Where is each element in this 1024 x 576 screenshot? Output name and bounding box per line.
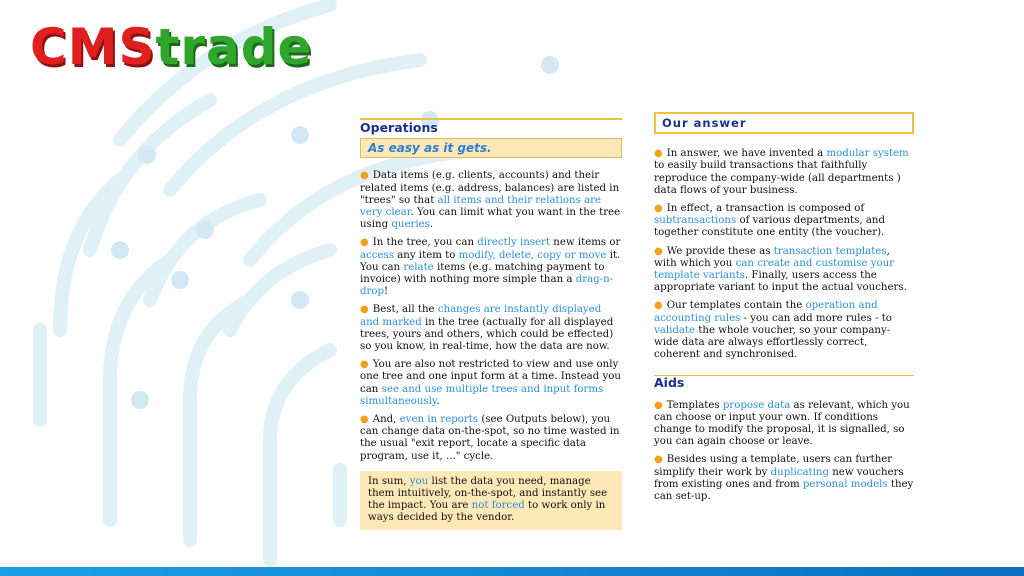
- cmstrade-logo: [30, 18, 313, 76]
- logo-trade-text: trade: [155, 18, 313, 76]
- text-run: !: [384, 286, 389, 298]
- bullet-icon: ●: [654, 300, 663, 312]
- text-run: any item to: [393, 249, 459, 261]
- bullet-icon: ●: [360, 237, 369, 249]
- text-run: And,: [372, 414, 400, 426]
- highlighted-phrase: even in reports: [399, 414, 479, 426]
- text-run: Templates: [666, 399, 723, 411]
- bullet-icon: ●: [654, 399, 663, 411]
- bullet-icon: ●: [360, 170, 369, 182]
- text-run: in the tree (actually for all displayed trees, yours and others, which could be effected) so you know, in real-time, how the data are now.: [360, 316, 614, 353]
- text-run: In sum,: [368, 475, 410, 487]
- text-run: . Finally, users access the appropriate variant to input the actual vouchers.: [654, 270, 907, 294]
- highlighted-phrase: changes are instantly displayed and marked: [360, 304, 602, 328]
- highlighted-phrase: modify, delete, copy or move: [458, 249, 607, 261]
- our-answer-title: Our answer: [654, 112, 914, 134]
- bullet-icon: ●: [654, 245, 663, 257]
- highlighted-phrase: operation and accounting rules: [654, 300, 878, 324]
- bullet-icon: ●: [360, 304, 369, 316]
- highlighted-phrase: directly insert: [477, 237, 551, 249]
- text-run: to easily build transactions that faithfully reproduce the company-wide (all departments ) data flows of your business.: [654, 160, 901, 196]
- operations-paragraphs: [360, 170, 622, 462]
- operations-tagline: As easy as it gets.: [360, 138, 622, 158]
- text-run: Our templates contain the: [666, 300, 806, 312]
- highlighted-phrase: transaction templates: [773, 245, 887, 257]
- highlighted-phrase: access: [360, 249, 394, 261]
- text-run: new items or: [550, 237, 621, 249]
- operations-title: Operations: [360, 120, 438, 135]
- text-run: list the data you need, manage them intuitively, on-the-spot, and instantly see the impact. You are: [368, 475, 608, 512]
- text-run: In answer, we have invented a: [666, 148, 827, 160]
- bullet-paragraph: [360, 237, 622, 298]
- highlighted-phrase: duplicating: [770, 466, 829, 478]
- text-run: - you can add more rules - to: [740, 312, 892, 324]
- text-run: Data items (e.g. clients, accounts) and their related items (e.g. address, balances) are listed in "trees" so that: [360, 170, 620, 206]
- highlighted-phrase: personal models: [802, 478, 888, 490]
- text-run: to work only in ways decided by the vendor.: [368, 500, 606, 524]
- operations-column: [360, 118, 622, 530]
- aids-rule: [654, 375, 914, 376]
- text-run: (see Outputs below), you can change data on-the-spot, so no time wasted in the usual "exit report, locate a specific data program, use it, ..." cycle.: [360, 414, 620, 462]
- bullet-paragraph: [654, 148, 914, 197]
- text-run: You are also not restricted to view and use only one tree and one input form at a time. Instead you can: [360, 359, 621, 395]
- highlighted-phrase: modular system: [826, 148, 909, 160]
- bullet-paragraph: [654, 246, 914, 295]
- highlighted-phrase: relate: [403, 261, 434, 273]
- text-run: We provide these as: [666, 245, 774, 257]
- answer-paragraphs: [654, 148, 914, 361]
- bullet-icon: ●: [654, 454, 663, 466]
- text-run: Best, all the: [372, 304, 438, 316]
- text-run: new vouchers from existing ones and from: [654, 466, 904, 490]
- bullet-paragraph: [654, 454, 914, 503]
- highlighted-phrase: can create and customise your template variants: [654, 257, 895, 282]
- answer-column: [654, 112, 914, 509]
- bullet-icon: ●: [654, 203, 663, 215]
- highlighted-phrase: queries: [391, 219, 430, 231]
- text-run: .: [429, 219, 434, 231]
- bullet-paragraph: [654, 203, 914, 240]
- text-run: of various departments, and together constitute one entity (the voucher).: [654, 215, 886, 239]
- highlighted-phrase: you: [409, 475, 429, 487]
- bullet-paragraph: [360, 304, 622, 353]
- text-run: as relevant, which you can choose or input your own. If conditions change to modify the proposal, it is signalled, so you can again choose or leave.: [654, 399, 910, 448]
- highlighted-phrase: validate: [654, 324, 696, 336]
- text-run: In the tree, you can: [372, 237, 478, 249]
- highlighted-phrase: drag-n-drop: [360, 274, 614, 298]
- text-run: the whole voucher, so your company-wide data are always effortlessly correct, coherent and synchronised.: [654, 324, 891, 361]
- logo-cms-text: CMS: [30, 18, 156, 76]
- bullet-paragraph: [360, 170, 622, 231]
- bullet-paragraph: [654, 300, 914, 361]
- operations-summary: [360, 471, 622, 530]
- text-run: .: [436, 395, 440, 407]
- bottom-accent-bar: [0, 567, 1024, 576]
- text-run: they can set-up.: [654, 478, 914, 503]
- highlighted-phrase: see and use multiple trees and input forms simultaneously: [360, 383, 604, 407]
- text-run: Besides using a template, users can further simplify their work by: [654, 454, 893, 478]
- highlighted-phrase: all items and their relations are very clear: [360, 194, 602, 219]
- bullet-paragraph: [360, 414, 622, 463]
- highlighted-phrase: not forced: [471, 500, 525, 512]
- highlighted-phrase: propose data: [722, 399, 791, 411]
- aids-paragraphs: [654, 400, 914, 504]
- bullet-icon: ●: [360, 359, 369, 371]
- text-run: it. You can: [360, 249, 621, 273]
- bullet-paragraph: [654, 400, 914, 449]
- text-run: In effect, a transaction is composed of: [666, 203, 865, 215]
- bullet-icon: ●: [360, 414, 369, 426]
- text-run: items (e.g. matching payment to invoice) with nothing more simple than a: [360, 261, 605, 286]
- text-run: . You can limit what you want in the tree using: [360, 207, 621, 231]
- bullet-paragraph: [360, 359, 622, 408]
- text-run: , with which you: [654, 245, 890, 269]
- aids-title: Aids: [654, 375, 685, 391]
- bullet-icon: ●: [654, 148, 663, 160]
- highlighted-phrase: subtransactions: [654, 215, 737, 227]
